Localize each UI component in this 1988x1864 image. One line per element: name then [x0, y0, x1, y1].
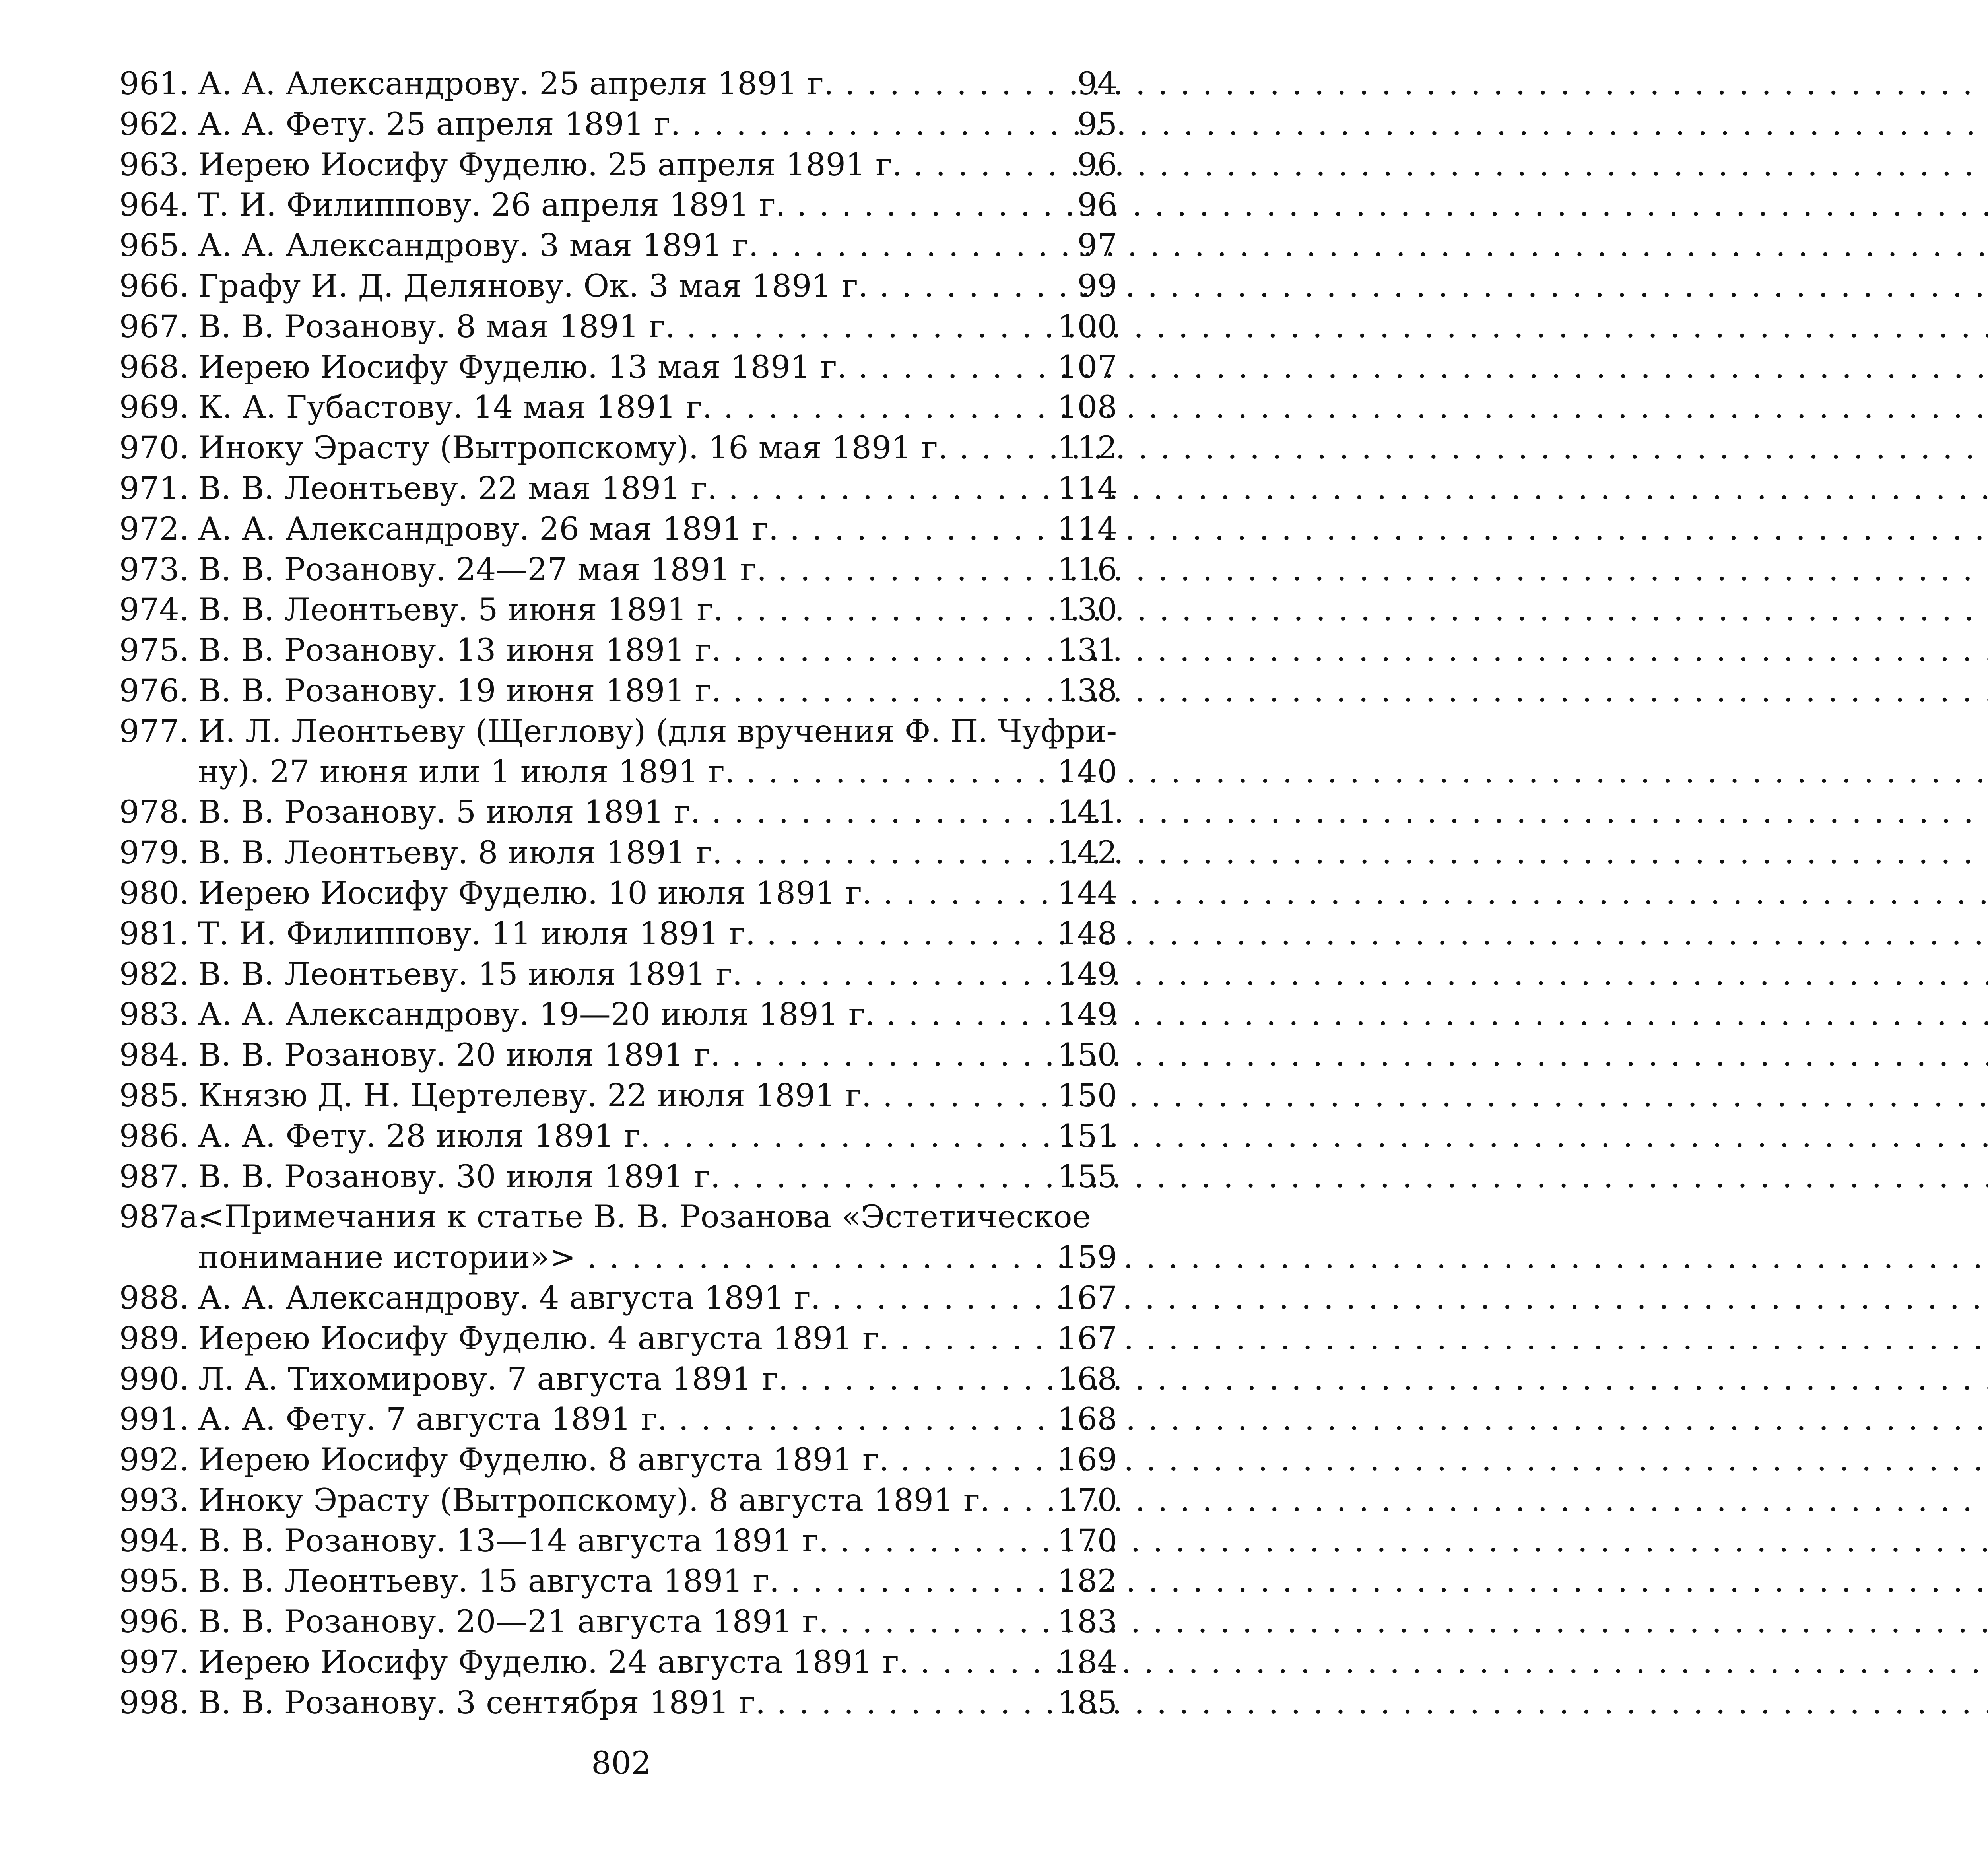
entry-title-line: А. А. Фету. 28 июля 1891 г. . . .	[198, 1116, 1013, 1157]
entry-title	[198, 1116, 1013, 1157]
toc-entry	[119, 145, 1117, 185]
entry-title	[198, 630, 1013, 671]
entry-title	[198, 1521, 1013, 1561]
entry-title-line: В. В. Розанову. 20 июля 1891 г. . . .	[198, 1035, 1013, 1076]
toc-entry	[119, 468, 1117, 509]
entry-number: 972.	[119, 510, 189, 547]
entry-number: 987а.	[119, 1198, 208, 1235]
entry-title	[198, 1318, 1013, 1359]
entry-title-line: А. А. Александрову. 3 мая 1891 г. . . .	[198, 225, 1013, 266]
toc-entry	[119, 711, 1117, 792]
entry-title-line: ну). 27 июня или 1 июля 1891 г. . . .	[198, 752, 1013, 792]
entry-title-line: А. А. Александрову. 25 апреля 1891 г. . . .	[198, 64, 1013, 104]
entry-title-line: Иерею Иосифу Фуделю. 13 мая 1891 г. . . .	[198, 347, 1013, 388]
entry-title-line: В. В. Розанову. 13—14 августа 1891 г. . . .	[198, 1521, 1013, 1561]
toc-entry	[119, 1197, 1117, 1278]
entry-title-line: Т. И. Филиппову. 26 апреля 1891 г. . . .	[198, 185, 1013, 225]
entry-number: 992.	[119, 1441, 189, 1478]
entry-title	[198, 1440, 1013, 1480]
toc-entry	[119, 1076, 1117, 1116]
entry-page: 168	[1057, 1360, 1117, 1397]
toc-entry	[119, 1440, 1117, 1480]
toc-entry	[119, 549, 1117, 590]
entry-number: 979.	[119, 834, 189, 871]
entry-number: 967.	[119, 308, 189, 345]
entry-title-line: В. В. Леонтьеву. 5 июня 1891 г. . . .	[198, 590, 1013, 630]
entry-title-line: Иноку Эрасту (Вытропскому). 8 августа 1891 г. . . .	[198, 1480, 1013, 1521]
entry-title-line: В. В. Леонтьеву. 15 июля 1891 г. . . .	[198, 954, 1013, 995]
entry-title	[198, 1359, 1013, 1400]
entry-number: 988.	[119, 1279, 189, 1316]
entry-title-line: Иерею Иосифу Фуделю. 4 августа 1891 г. . . .	[198, 1318, 1013, 1359]
entry-page: 116	[1057, 551, 1117, 588]
entry-page: 96	[1077, 146, 1117, 183]
entry-title-line: В. В. Розанову. 3 сентября 1891 г. . . .	[198, 1683, 1013, 1723]
entry-title-line: Князю Д. Н. Цертелеву. 22 июля 1891 г. . . .	[198, 1076, 1013, 1116]
toc-entry	[119, 387, 1117, 428]
entry-title-line: В. В. Розанову. 24—27 мая 1891 г. . . .	[198, 549, 1013, 590]
table-of-contents	[119, 64, 1117, 1723]
entry-title	[198, 387, 1013, 428]
entry-title-line: Иноку Эрасту (Вытропскому). 16 мая 1891 г. . . .	[198, 428, 1013, 468]
entry-number: 993.	[119, 1481, 189, 1518]
entry-number: 987.	[119, 1158, 189, 1195]
entry-title-line: В. В. Леонтьеву. 8 июля 1891 г. . . .	[198, 833, 1013, 873]
entry-page: 140	[1057, 753, 1117, 790]
entry-page: 168	[1057, 1401, 1117, 1438]
entry-page: 170	[1057, 1522, 1117, 1559]
entry-title-line: В. В. Розанову. 5 июля 1891 г. . . .	[198, 792, 1013, 833]
entry-page: 100	[1057, 308, 1117, 345]
toc-entry	[119, 873, 1117, 914]
toc-entry	[119, 792, 1117, 833]
toc-entry	[119, 671, 1117, 711]
entry-number: 966.	[119, 267, 189, 304]
entry-page: 108	[1057, 389, 1117, 426]
entry-page: 184	[1057, 1644, 1117, 1681]
entry-number: 964.	[119, 186, 189, 223]
entry-page: 141	[1057, 794, 1117, 831]
entry-title	[198, 792, 1013, 833]
entry-number: 984.	[119, 1037, 189, 1074]
entry-title	[198, 1602, 1013, 1642]
entry-number: 978.	[119, 794, 189, 831]
entry-page: 142	[1057, 834, 1117, 871]
entry-page: 96	[1077, 186, 1117, 223]
toc-entry	[119, 630, 1117, 671]
entry-number: 997.	[119, 1644, 189, 1681]
entry-title	[198, 549, 1013, 590]
entry-title	[198, 266, 1013, 307]
toc-entry	[119, 914, 1117, 954]
entry-title-line: Т. И. Филиппову. 11 июля 1891 г. . . .	[198, 914, 1013, 954]
entry-title-line: А. А. Фету. 7 августа 1891 г. . . .	[198, 1399, 1013, 1440]
entry-page: 138	[1057, 672, 1117, 709]
entry-page: 107	[1057, 348, 1117, 385]
entry-number: 976.	[119, 672, 189, 709]
entry-title-line: А. А. Александрову. 19—20 июля 1891 г. . . .	[198, 994, 1013, 1035]
entry-number: 974.	[119, 591, 189, 628]
entry-page: 99	[1077, 267, 1117, 304]
entry-title-line: Иерею Иосифу Фуделю. 24 августа 1891 г. . . .	[198, 1642, 1013, 1683]
entry-page: 130	[1057, 591, 1117, 628]
entry-number: 970.	[119, 429, 189, 466]
toc-entry	[119, 266, 1117, 307]
entry-number: 962.	[119, 105, 189, 142]
entry-title-line: А. А. Александрову. 4 августа 1891 г. . . .	[198, 1278, 1013, 1318]
entry-page: 167	[1057, 1320, 1117, 1357]
entry-title-line: В. В. Розанову. 8 мая 1891 г. . . .	[198, 307, 1013, 347]
entry-page: 183	[1057, 1603, 1117, 1640]
entry-title-line: А. А. Александрову. 26 мая 1891 г. . . .	[198, 509, 1013, 549]
entry-title-line: В. В. Розанову. 19 июня 1891 г. . . .	[198, 671, 1013, 711]
entry-title	[198, 428, 1013, 468]
toc-entry	[119, 509, 1117, 549]
entry-title-line: В. В. Розанову. 13 июня 1891 г. . . .	[198, 630, 1013, 671]
entry-number: 968.	[119, 348, 189, 385]
entry-page: 148	[1057, 915, 1117, 952]
entry-title	[198, 1642, 1013, 1683]
entry-number: 996.	[119, 1603, 189, 1640]
entry-number: 982.	[119, 955, 189, 992]
entry-number: 969.	[119, 389, 189, 426]
toc-entry	[119, 1521, 1117, 1561]
entry-page: 144	[1057, 874, 1117, 911]
toc-entry	[119, 307, 1117, 347]
entry-number: 961.	[119, 65, 189, 102]
entry-number: 980.	[119, 874, 189, 911]
entry-page: 167	[1057, 1279, 1117, 1316]
toc-entry	[119, 428, 1117, 468]
entry-page: 150	[1057, 1077, 1117, 1114]
entry-number: 995.	[119, 1563, 189, 1600]
entry-title	[198, 307, 1013, 347]
entry-page: 94	[1077, 65, 1117, 102]
entry-number: 963.	[119, 146, 189, 183]
entry-title	[198, 104, 1013, 145]
toc-entry	[119, 64, 1117, 104]
entry-title	[198, 1076, 1013, 1116]
entry-number: 985.	[119, 1077, 189, 1114]
entry-title-line: Л. А. Тихомирову. 7 августа 1891 г. . . .	[198, 1359, 1013, 1400]
entry-number: 965.	[119, 227, 189, 264]
entry-number: 991.	[119, 1401, 189, 1438]
entry-number: 990.	[119, 1360, 189, 1397]
toc-entry	[119, 954, 1117, 995]
entry-title	[198, 509, 1013, 549]
entry-title	[198, 1480, 1013, 1521]
entry-page: 185	[1057, 1684, 1117, 1721]
toc-entry	[119, 1157, 1117, 1197]
entry-page: 131	[1057, 632, 1117, 669]
toc-entry	[119, 225, 1117, 266]
entry-page: 155	[1057, 1158, 1117, 1195]
entry-title	[198, 225, 1013, 266]
entry-title	[198, 347, 1013, 388]
entry-title-line: В. В. Розанову. 30 июля 1891 г. . . .	[198, 1157, 1013, 1197]
entry-title	[198, 1683, 1013, 1723]
entry-title-line: А. А. Фету. 25 апреля 1891 г. . . .	[198, 104, 1013, 145]
entry-number: 983.	[119, 996, 189, 1033]
entry-number: 973.	[119, 551, 189, 588]
entry-title	[198, 590, 1013, 630]
toc-entry	[119, 104, 1117, 145]
entry-number: 981.	[119, 915, 189, 952]
toc-entry	[119, 994, 1117, 1035]
entry-number: 989.	[119, 1320, 189, 1357]
entry-title	[198, 1399, 1013, 1440]
entry-title	[198, 671, 1013, 711]
entry-title	[198, 1035, 1013, 1076]
entry-page: 95	[1077, 105, 1117, 142]
entry-number: 994.	[119, 1522, 189, 1559]
entry-title	[198, 1561, 1013, 1602]
entry-page: 97	[1077, 227, 1117, 264]
entry-page: 151	[1057, 1117, 1117, 1154]
entry-title	[198, 873, 1013, 914]
entry-page: 169	[1057, 1441, 1117, 1478]
entry-title-line: И. Л. Леонтьеву (Щеглову) (для вручения Ф. П. Чуфри-	[198, 713, 1117, 749]
entry-title	[198, 833, 1013, 873]
toc-entry	[119, 1035, 1117, 1076]
entry-title-line: Графу И. Д. Делянову. Ок. 3 мая 1891 г. . . .	[198, 266, 1013, 307]
entry-number: 971.	[119, 470, 189, 507]
entry-page: 114	[1057, 510, 1117, 547]
toc-entry	[119, 1642, 1117, 1683]
entry-title	[198, 994, 1013, 1035]
entry-page: 182	[1057, 1563, 1117, 1600]
entry-number: 975.	[119, 632, 189, 669]
entry-title	[198, 468, 1013, 509]
entry-title	[198, 185, 1013, 225]
entry-page: 159	[1057, 1239, 1117, 1276]
toc-entry	[119, 833, 1117, 873]
toc-entry	[119, 1399, 1117, 1440]
toc-entry	[119, 347, 1117, 388]
entry-page: 149	[1057, 955, 1117, 992]
entry-title-line: В. В. Леонтьеву. 22 мая 1891 г. . . .	[198, 468, 1013, 509]
toc-entry	[119, 590, 1117, 630]
toc-entry	[119, 1318, 1117, 1359]
toc-entry	[119, 1278, 1117, 1318]
entry-title	[198, 954, 1013, 995]
entry-page: 150	[1057, 1037, 1117, 1074]
entry-number: 977.	[119, 713, 189, 749]
entry-title	[198, 1157, 1013, 1197]
entry-page: 112	[1057, 429, 1117, 466]
entry-number: 998.	[119, 1684, 189, 1721]
toc-entry	[119, 1683, 1117, 1723]
entry-title	[198, 64, 1013, 104]
toc-entry	[119, 1116, 1117, 1157]
entry-title-line: Иерею Иосифу Фуделю. 8 августа 1891 г. . . .	[198, 1440, 1013, 1480]
entry-title-line: К. А. Губастову. 14 мая 1891 г. . . .	[198, 387, 1013, 428]
page-number: 802	[591, 1745, 651, 1781]
entry-title	[198, 145, 1013, 185]
entry-page: 114	[1057, 470, 1117, 507]
entry-title-line: В. В. Розанову. 20—21 августа 1891 г. . . .	[198, 1602, 1013, 1642]
toc-entry	[119, 185, 1117, 225]
entry-title-line: В. В. Леонтьеву. 15 августа 1891 г. . . .	[198, 1561, 1013, 1602]
entry-page: 149	[1057, 996, 1117, 1033]
toc-entry	[119, 1480, 1117, 1521]
entry-title-line: <Примечания к статье В. В. Розанова «Эстетическое	[198, 1198, 1091, 1235]
entry-number: 986.	[119, 1117, 189, 1154]
entry-title	[198, 914, 1013, 954]
entry-title-line: Иерею Иосифу Фуделю. 25 апреля 1891 г. . . .	[198, 145, 1013, 185]
toc-entry	[119, 1561, 1117, 1602]
entry-page: 170	[1057, 1481, 1117, 1518]
toc-entry	[119, 1359, 1117, 1400]
entry-title	[198, 1278, 1013, 1318]
entry-title-line: понимание истории»> . . .	[198, 1237, 1013, 1278]
entry-title-line: Иерею Иосифу Фуделю. 10 июля 1891 г. . . .	[198, 873, 1013, 914]
toc-entry	[119, 1602, 1117, 1642]
